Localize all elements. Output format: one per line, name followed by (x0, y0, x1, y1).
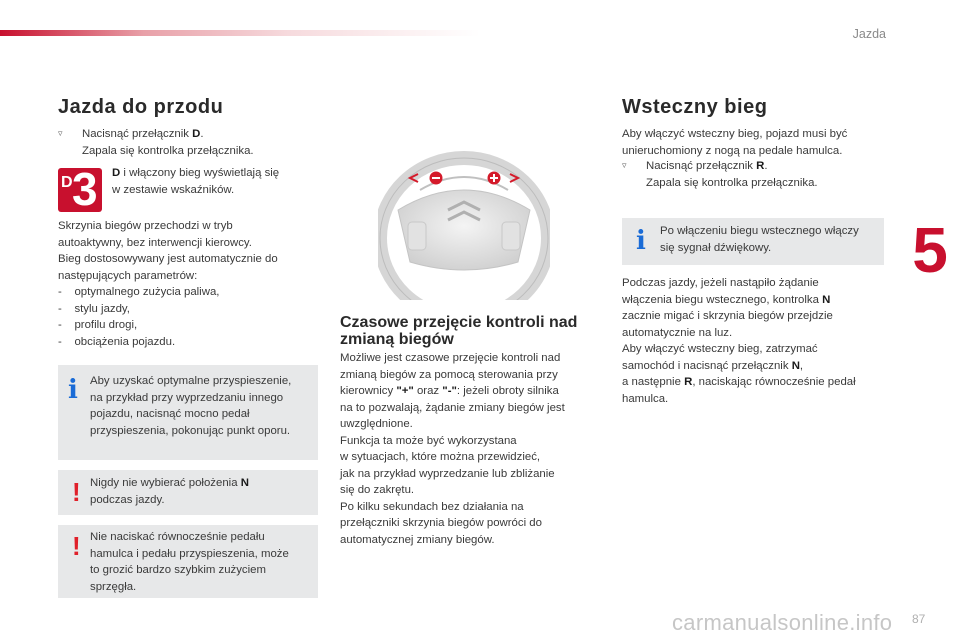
gear-indicator-icon: D 3 (58, 168, 102, 212)
info-box-reverse-beep: i Po włączeniu biegu wstecznego włączy się sygnał dźwiękowy. (622, 218, 884, 265)
warning-box-pedals: ! Nie naciskać równocześnie pedału hamulca i pedału przyspieszenia, może to grozić bardzo szybkim zużyciem sprzęgła. (58, 525, 318, 598)
info-icon: i (636, 226, 646, 256)
section-title-forward: Jazda do przodu (58, 96, 224, 118)
chapter-number: 5 (912, 214, 948, 286)
reverse-paragraph: Podczas jazdy, jeżeli nastąpiło żądanie włączenia biegu wstecznego, kontrolka N zacznie migać i skrzynia biegów przejdzie automatycznie na luz. Aby włączyć wsteczny bieg, zatrzymać samochód i nacisnąć przełącznik N, a następnie R, naciskając równocześnie pedał hamulca. (622, 277, 856, 405)
triangle-bullet-icon: ▿ (58, 128, 63, 138)
warning-icon: ! (72, 477, 81, 507)
section-title-manual-override: Czasowe przejęcie kontroli nad zmianą biegów (340, 314, 578, 348)
auto-mode-paragraph: Skrzynia biegów przechodzi w tryb autoaktywny, bez interwencji kierowcy. Bieg dostosowywany jest automatycznie do następujących parametrów: - optymalnego zużycia paliwa, - stylu jazdy, - profilu drogi, - obciążenia pojazdu. (58, 220, 278, 348)
manual-override-paragraph: Możliwe jest czasowe przejęcie kontroli nad zmianą biegów za pomocą sterowania przy kierownicy "+" oraz "-": jeżeli obroty silnika na to pozwalają, żądanie zmiany biegów jest uwzględnione. Funkcja ta może być wykorzystana w sytuacjach, które można przewidzieć, jak na przykład wyprzedzanie lub zbliżanie się do zakrętu. Po kilku sekundach bez działania na przełączniki skrzynia biegów powróci do automatycznej zmiany biegów. (340, 352, 565, 546)
section-title-reverse: Wsteczny bieg (622, 96, 768, 118)
page-number: 87 (912, 612, 926, 626)
info-icon: i (68, 375, 78, 405)
info-box-acceleration: i Aby uzyskać optymalne przyspieszenie, na przykład przy wyprzedzaniu innego pojazdu, nacisnąć mocno pedał przyspieszenia, pokonując punkt oporu. (58, 365, 318, 460)
indicator-text: D i włączony bieg wyświetlają się w zestawie wskaźników. (112, 167, 280, 196)
triangle-bullet-icon: ▿ (622, 160, 627, 170)
header-color-band (0, 30, 480, 36)
steering-wheel-paddles-image (378, 150, 550, 300)
reverse-intro: Aby włączyć wsteczny bieg, pojazd musi być unieruchomiony z nogą na pedale hamulca. (622, 128, 848, 157)
warning-icon: ! (72, 531, 81, 561)
watermark: carmanualsonline.info (672, 610, 893, 635)
warning-box-neutral: ! Nigdy nie wybierać położenia N podczas jazdy. (58, 470, 318, 515)
section-label: Jazda (852, 27, 886, 41)
